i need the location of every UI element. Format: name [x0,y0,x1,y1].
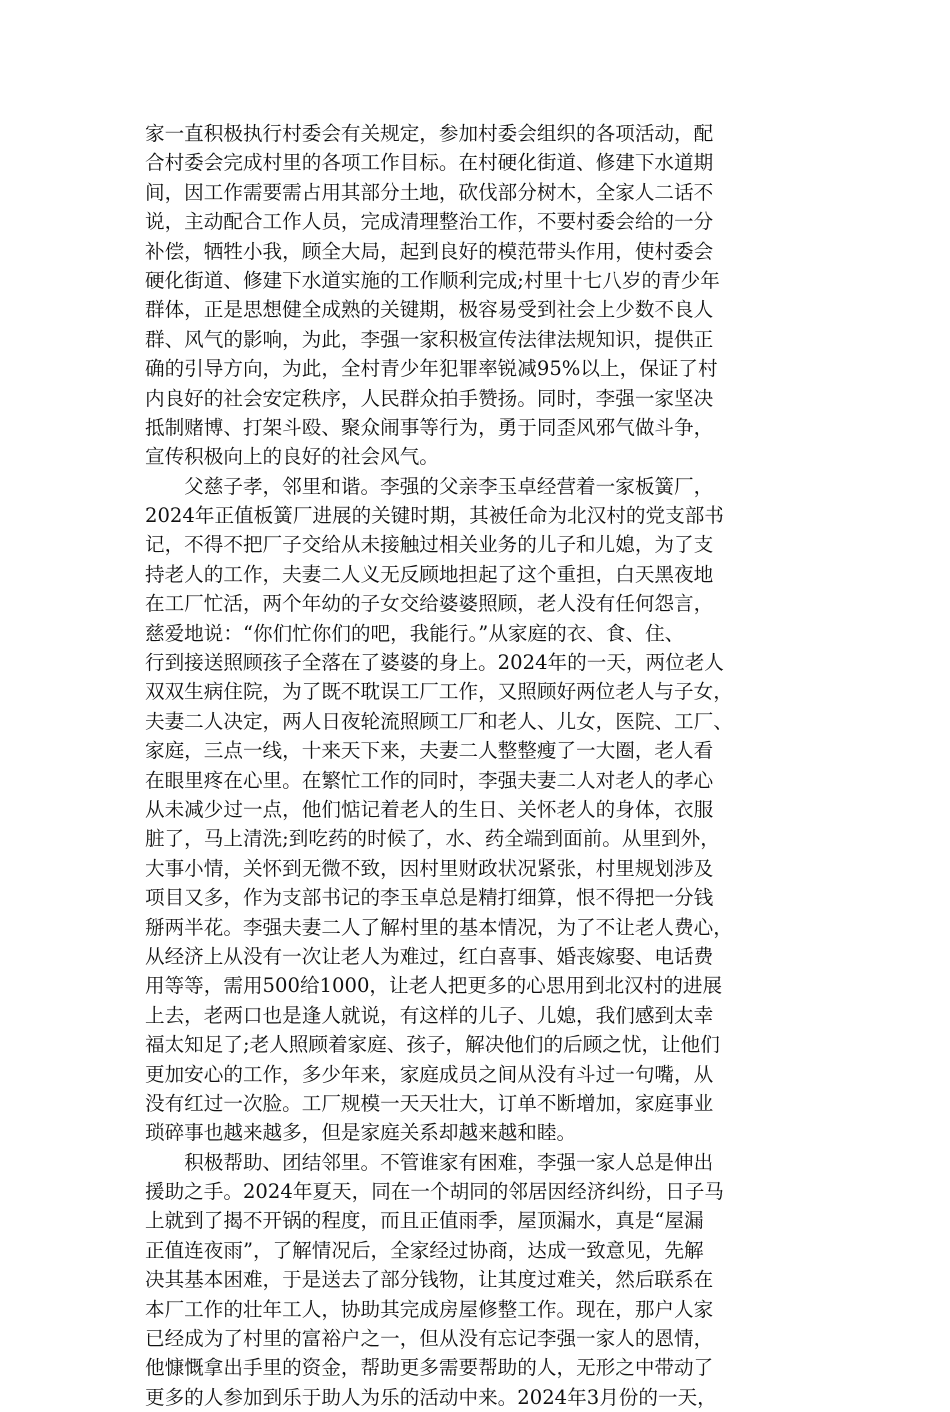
document-page [145,119,813,1412]
text-line: 本厂工作的壮年工人，协助其完成房屋修整工作。现在，那户人家 [145,1297,714,1321]
text-line: 在工厂忙活，两个年幼的子女交给婆婆照顾，老人没有任何怨言， [145,592,714,616]
text-line: 正值连夜雨”，了解情况后，全家经过协商，达成一致意见，先解 [145,1238,704,1262]
text-line: 群、风气的影响，为此，李强一家积极宣传法律法规知识，提供正 [145,327,714,351]
text-line: 2024年正值板簧厂进展的关键时期，其被任命为北汉村的党支部书 [145,504,724,528]
text-line: 项目又多，作为支部书记的李玉卓总是精打细算，恨不得把一分钱 [145,886,714,910]
text-line: 琐碎事也越来越多，但是家庭关系却越来越和睦。 [145,1121,577,1145]
text-line: 群体，正是思想健全成熟的关键期，极容易受到社会上少数不良人 [145,298,714,322]
text-line: 更加安心的工作，多少年来，家庭成员之间从没有斗过一句嘴，从 [145,1062,714,1086]
text-line: 双双生病住院，为了既不耽误工厂工作，又照顾好两位老人与子女， [145,680,733,704]
text-line: 大事小情，关怀到无微不致，因村里财政状况紧张，村里规划涉及 [145,856,714,880]
paragraph [145,119,813,472]
text-line: 慈爱地说：“你们忙你们的吧，我能行。”从家庭的衣、食、住、 [145,621,685,645]
text-line: 已经成为了村里的富裕户之一，但从没有忘记李强一家人的恩情， [145,1327,714,1351]
text-line: 从经济上从没有一次让老人为难过，红白喜事、婚丧嫁娶、电话费 [145,944,714,968]
text-line: 硬化街道、修建下水道实施的工作顺利完成;村里十七八岁的青少年 [145,268,720,292]
text-line: 持老人的工作，夫妻二人义无反顾地担起了这个重担，白天黑夜地 [145,562,714,586]
text-line: 积极帮助、团结邻里。不管谁家有困难，李强一家人总是伸出 [145,1150,714,1174]
text-line: 他慷慨拿出手里的资金，帮助更多需要帮助的人，无形之中带动了 [145,1356,714,1380]
text-line: 掰两半花。李强夫妻二人了解村里的基本情况，为了不让老人费心， [145,915,733,939]
text-line: 记，不得不把厂子交给从未接触过相关业务的儿子和儿媳，为了支 [145,533,714,557]
text-line: 确的引导方向，为此，全村青少年犯罪率锐减95%以上，保证了村 [145,357,718,381]
text-line: 合村委会完成村里的各项工作目标。在村硬化街道、修建下水道期 [145,151,714,175]
text-line: 家庭，三点一线，十来天下来，夫妻二人整整瘦了一大圈，老人看 [145,739,714,763]
text-line: 用等等，需用500给1000，让老人把更多的心思用到北汉村的进展 [145,974,723,998]
text-line: 补偿，牺牲小我，顾全大局，起到良好的模范带头作用，使村委会 [145,239,714,263]
text-line: 福太知足了;老人照顾着家庭、孩子，解决他们的后顾之忧，让他们 [145,1033,720,1057]
text-line: 间，因工作需要需占用其部分土地，砍伐部分树木，全家人二话不 [145,180,714,204]
text-line: 内良好的社会安定秩序，人民群众拍手赞扬。同时，李强一家坚决 [145,386,714,410]
paragraph [145,1148,813,1412]
paragraph [145,472,813,1148]
text-line: 援助之手。2024年夏天，同在一个胡同的邻居因经济纠纷，日子马 [145,1180,724,1204]
text-line: 更多的人参加到乐于助人为乐的活动中来。2024年3月份的一天， [145,1385,717,1409]
text-line: 决其基本困难，于是送去了部分钱物，让其度过难关，然后联系在 [145,1268,714,1292]
text-line: 宣传积极向上的良好的社会风气。 [145,445,439,469]
text-line: 上去，老两口也是逢人就说，有这样的儿子、儿媳，我们感到太幸 [145,1003,714,1027]
text-line: 从未减少过一点，他们惦记着老人的生日、关怀老人的身体，衣服 [145,797,714,821]
text-line: 父慈子孝，邻里和谐。李强的父亲李玉卓经营着一家板簧厂， [145,474,714,498]
text-line: 脏了，马上清洗;到吃药的时候了，水、药全端到面前。从里到外， [145,827,720,851]
text-line: 夫妻二人决定，两人日夜轮流照顾工厂和老人、儿女，医院、工厂、 [145,709,733,733]
text-line: 抵制赌博、打架斗殴、聚众闹事等行为，勇于同歪风邪气做斗争， [145,415,714,439]
text-line: 家一直积极执行村委会有关规定，参加村委会组织的各项活动，配 [145,122,714,145]
text-line: 没有红过一次脸。工厂规模一天天壮大，订单不断增加，家庭事业 [145,1091,714,1115]
text-line: 上就到了揭不开锅的程度，而且正值雨季，屋顶漏水，真是“屋漏 [145,1209,704,1233]
text-line: 说，主动配合工作人员，完成清理整治工作，不要村委会给的一分 [145,210,714,234]
text-line: 行到接送照顾孩子全落在了婆婆的身上。2024年的一天，两位老人 [145,651,724,675]
text-line: 在眼里疼在心里。在繁忙工作的同时，李强夫妻二人对老人的孝心 [145,768,714,792]
